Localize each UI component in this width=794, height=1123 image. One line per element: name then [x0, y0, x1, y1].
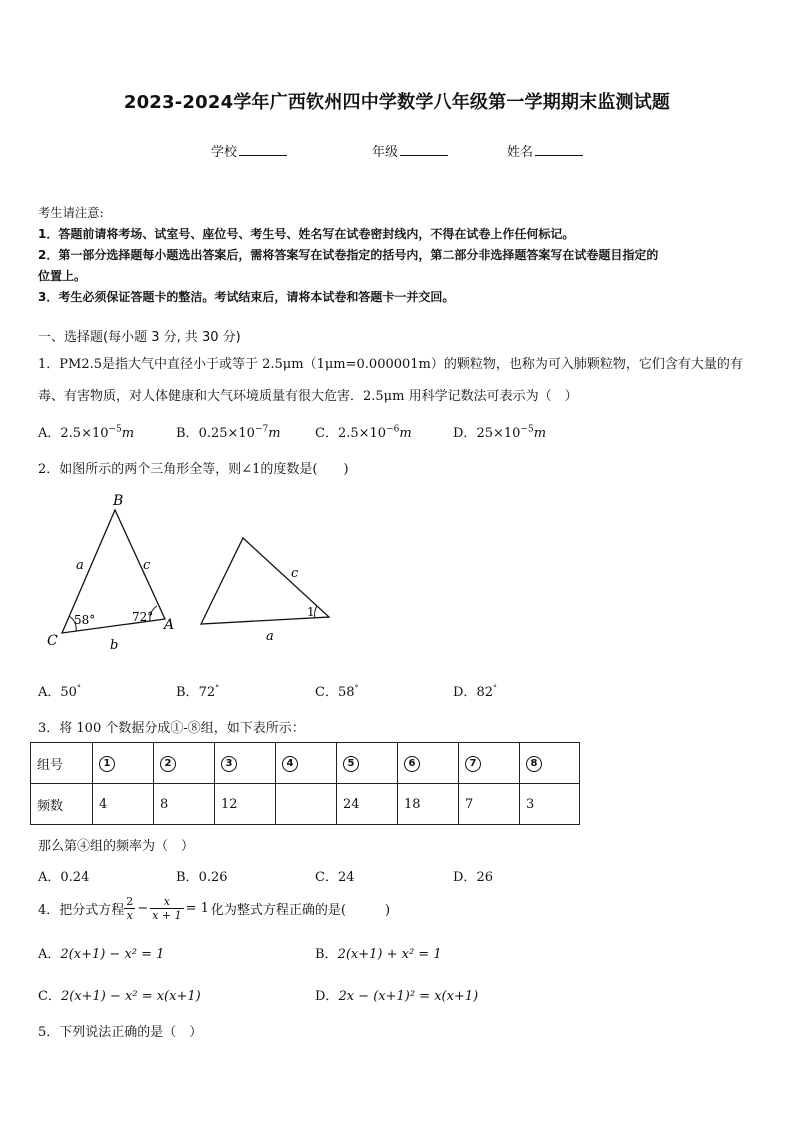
q4-option-a[interactable]: A．2(x+1) − x² = 1	[38, 947, 165, 962]
q3-option-c[interactable]: C．24	[315, 870, 355, 885]
label-angle-1: 1	[307, 605, 315, 619]
label-angle-c: 58°	[74, 613, 96, 627]
freq-cell-5: 24	[337, 784, 398, 825]
q5-stem: 5．下列说法正确的是（ ）	[38, 1025, 203, 1040]
freq-cell-1: 4	[93, 784, 154, 825]
q2-stem: 2．如图所示的两个三角形全等，则∠1的度数是( )	[38, 462, 349, 477]
q4-fraction-2: $\frac{x}{x + 1}$	[152, 895, 182, 922]
q1-option-a[interactable]: A．$2.5\times 10^{-5}m$	[38, 424, 135, 441]
q4-fraction-1: $\frac{2}{x}$	[126, 895, 134, 922]
freq-cell-6: 18	[398, 784, 459, 825]
q4-option-b[interactable]: B．2(x+1) + x² = 1	[315, 947, 442, 962]
table-row-groups	[31, 743, 580, 784]
grade-blank[interactable]	[400, 141, 448, 156]
q3-stem: 3．将 100 个数据分成①-⑧组，如下表所示：	[38, 721, 305, 736]
page-title: 2023-2024学年广西钦州四中学数学八年级第一学期期末监测试题	[123, 92, 671, 113]
label-side-b: b	[110, 638, 119, 653]
freq-cell-3: 12	[215, 784, 276, 825]
table-header-freq: 频数	[31, 784, 93, 825]
label-side-a2: a	[266, 629, 274, 644]
label-angle-a: 72°	[132, 610, 154, 624]
group-cell-3: 3	[215, 743, 276, 784]
notice-item-2: 2．第一部分选择题每小题选出答案后，需将答案写在试卷指定的括号内，第二部分非选择题答案写在试卷题目指定的	[38, 248, 659, 262]
freq-cell-2: 8	[154, 784, 215, 825]
table-row-freqs	[31, 784, 580, 825]
q3-question: 那么第④组的频率为（ ）	[38, 839, 195, 854]
q1-stem-line2: 毒、有害物质，对人体健康和大气环境质量有很大危害．2.5μm 用科学记数法可表示为（ ）	[38, 389, 578, 404]
school-blank[interactable]	[239, 141, 287, 156]
q3-option-a[interactable]: A．0.24	[38, 870, 90, 885]
group-cell-6: 6	[398, 743, 459, 784]
frequency-table	[30, 742, 580, 825]
group-cell-5: 5	[337, 743, 398, 784]
angle-1-arc	[315, 606, 317, 618]
label-c-vertex: C	[47, 633, 58, 649]
exam-notice	[38, 203, 758, 308]
group-cell-1: 1	[93, 743, 154, 784]
q1-option-b[interactable]: B．$0.25\times 10^{-7}m$	[176, 424, 281, 441]
school-field[interactable]	[211, 141, 287, 160]
freq-cell-7: 7	[459, 784, 520, 825]
q1-option-d[interactable]: D．$25\times 10^{-5}m$	[453, 424, 547, 441]
q1-stem-line1: 1．PM2.5是指大气中直径小于或等于 2.5μm（1μm=0.000001m）的颗粒物，也称为可入肺颗粒物，它们含有大量的有	[38, 357, 743, 372]
label-side-a: a	[76, 558, 84, 573]
freq-cell-8: 3	[520, 784, 580, 825]
school-label: 学校	[211, 145, 238, 160]
q3-option-d[interactable]: D．26	[453, 870, 493, 885]
group-cell-4: 4	[276, 743, 337, 784]
q1-option-c[interactable]: C．$2.5\times 10^{-6}m$	[315, 424, 412, 441]
q2-triangles-figure	[40, 488, 350, 658]
group-cell-8: 8	[520, 743, 580, 784]
q2-option-d[interactable]: D．82°	[453, 683, 497, 700]
notice-item-3: 3．考生必须保证答题卡的整洁。考试结束后，请将本试卷和答题卡一并交回。	[38, 290, 455, 304]
name-label: 姓名	[507, 145, 534, 160]
q4-option-c[interactable]: C．2(x+1) − x² = x(x+1)	[38, 989, 201, 1004]
q3-option-b[interactable]: B．0.26	[176, 870, 228, 885]
grade-field[interactable]	[372, 141, 448, 160]
label-a-vertex: A	[164, 617, 175, 633]
label-side-c: c	[143, 558, 151, 573]
section-title: 一、选择题(每小题 3 分, 共 30 分)	[38, 330, 241, 345]
label-b-vertex: B	[113, 493, 124, 509]
grade-label: 年级	[372, 145, 399, 160]
q4-stem: 4．把分式方程 $\frac{2}{x}$ − $\frac{x}{x + 1}$ = 1 化为整式方程正确的是( )	[38, 895, 391, 922]
name-blank[interactable]	[535, 141, 583, 156]
q2-option-b[interactable]: B．72°	[176, 683, 220, 700]
freq-cell-4	[276, 784, 337, 825]
q2-option-a[interactable]: A．50°	[38, 683, 81, 700]
name-field[interactable]	[507, 141, 583, 160]
q4-option-d[interactable]: D．2x − (x+1)² = x(x+1)	[315, 989, 479, 1004]
group-cell-7: 7	[459, 743, 520, 784]
table-header-group: 组号	[31, 743, 93, 784]
notice-item-1: 1．答题前请将考场、试室号、座位号、考生号、姓名写在试卷密封线内，不得在试卷上作任何标记。	[38, 227, 575, 241]
notice-heading: 考生请注意:	[38, 206, 104, 220]
group-cell-2: 2	[154, 743, 215, 784]
label-side-c2: c	[291, 566, 299, 581]
q2-option-c[interactable]: C．58°	[315, 683, 359, 700]
notice-item-2-cont: 位置上。	[38, 269, 87, 283]
